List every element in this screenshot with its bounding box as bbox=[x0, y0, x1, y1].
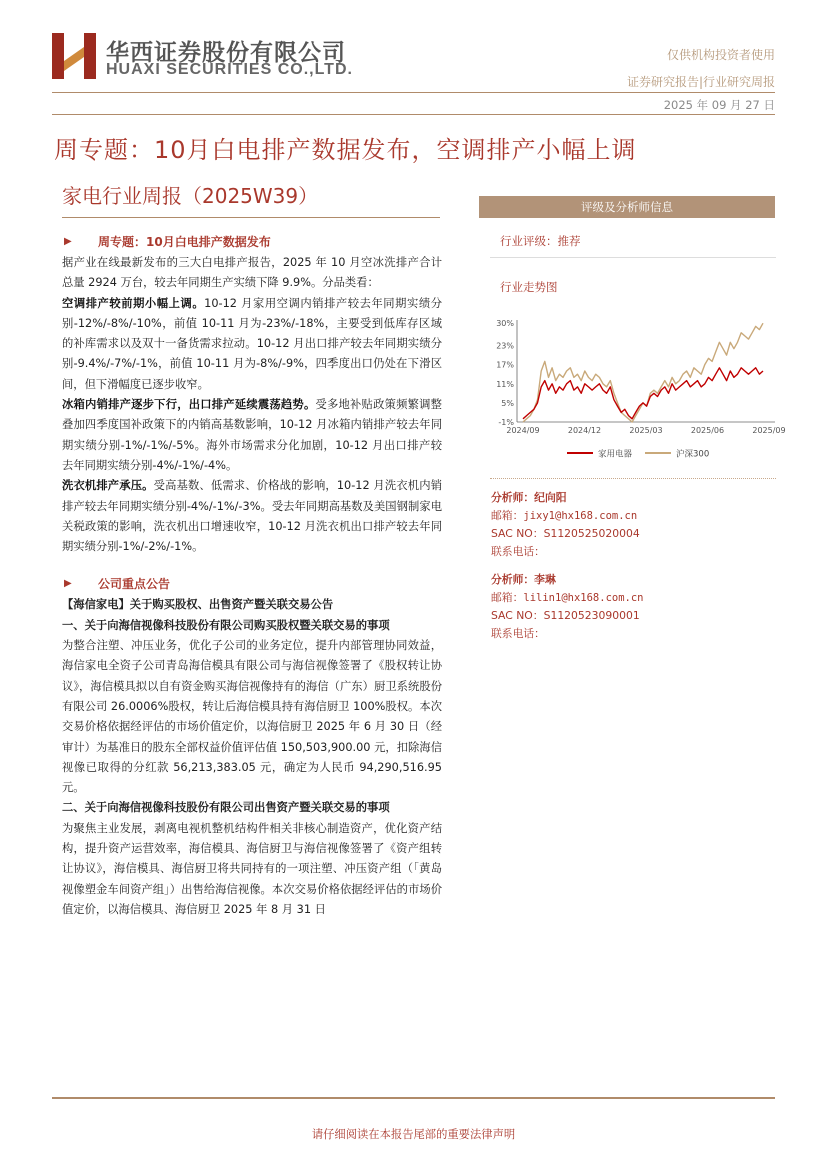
audience-note: 仅供机构投资者使用 bbox=[666, 48, 775, 62]
notice-title: 【海信家电】关于购买股权、出售资产暨关联交易公告 bbox=[62, 598, 334, 612]
triangle-bullet-icon: ▶ bbox=[64, 578, 72, 590]
subtitle-divider bbox=[62, 217, 440, 218]
x-tick-label: 2025/09 bbox=[752, 426, 786, 435]
fridge-text: 受多地补贴政策频繁调整叠加四季度国补政策下的内销高基数影响，10-12 月冰箱内销排产较去年同期实绩分别-1%/-1%/-5%。海外市场需求分化加剧，10-12 月出口排产较去年同期实绩分别-4%/-1%/-4%。 bbox=[62, 398, 442, 472]
topic-intro: 据产业在线最新发布的三大白电排产报告，2025 年 10 月空冰洗排产合计总量 2924 万台，较去年同期生产实绩下降 9.9%。分品类看： bbox=[62, 256, 442, 290]
huaxi-logo-icon bbox=[52, 33, 96, 79]
washer-text: 受高基数、低需求、价格战的影响，10-12 月洗衣机内销排产较去年同期实绩分别-4%/-1%/-3%。受去年同期高基数及美国钢制家电关税政策的影响，洗衣机出口增速收窄，10-12 月洗衣机出口排产较去年同期实绩分别-1%/-2%/-1%。 bbox=[62, 479, 442, 554]
analyst-card-1 bbox=[491, 489, 640, 561]
x-tick-label: 2025/06 bbox=[690, 426, 725, 435]
triangle-bullet-icon: ▶ bbox=[64, 236, 72, 247]
x-tick-label: 2025/03 bbox=[629, 426, 663, 435]
item1-text: 为整合注塑、冲压业务，优化子公司的业务定位，提升内部管理协同效益，海信家电全资子公司青岛海信模具有限公司与海信视像签署了《股权转让协议》，海信模具拟以自有资金购买海信视像持有的海信（广东）厨卫系统股份有限公司 26.0006%股权，转让后海信模具持有海信厨卫 100%股权。本次交易价格依据经评估的市场价值定价，以海信厨卫 2025 年 6 月 30 日（经审计）为基准日的股东全部权益价值评估值 150,503,900.00 元，扣除海信视像已取得的分红款 56,213,383.05 元，确定为人民币 94,290,516.95 元。 bbox=[62, 639, 442, 795]
analyst-phone: 联系电话： bbox=[491, 627, 545, 641]
legend-label: 家用电器 bbox=[598, 449, 633, 460]
report-date: 2025 年 09 月 27 日 bbox=[663, 98, 775, 112]
analyst-email-row: 邮箱：lilin1@hx168.com.cn bbox=[491, 590, 644, 604]
ac-paragraph bbox=[62, 294, 442, 395]
legend-label: 沪深300 bbox=[676, 449, 710, 460]
y-tick-label: -1% bbox=[498, 418, 514, 427]
analyst-sac: S1120523090001 bbox=[543, 609, 640, 623]
x-tick-label: 2024/12 bbox=[567, 426, 602, 435]
analyst-email[interactable]: lilin1@hx168.com.cn bbox=[523, 591, 644, 604]
ac-text: 10-12 月家用空调内销排产较去年同期实绩分别-12%/-8%/-10%，前值 10-11 月为-23%/-18%，主要受到低库存区域的补库需求以及双十一备货需求拉动。10-12 月出口排产较去年同期实绩分别-9.4%/-7%/-1%，前值 10-11 月为-8%/-9%，四季度出口仍处在下滑区间，但下滑幅度已逐步收窄。 bbox=[62, 296, 442, 391]
section-heading-announcements: ▶ 公司重点公告 bbox=[62, 574, 442, 595]
industry-trend-chart bbox=[487, 300, 786, 470]
analyst-email-row: 邮箱：jixy1@hx168.com.cn bbox=[491, 508, 638, 522]
washer-paragraph bbox=[62, 476, 442, 557]
company-name-en: HUAXI SECURITIES CO.,LTD. bbox=[106, 61, 353, 78]
washer-lead: 洗衣机排产承压。 bbox=[62, 479, 154, 493]
main-content bbox=[62, 232, 442, 920]
report-title: 周专题：10月白电排产数据发布，空调排产小幅上调 bbox=[54, 136, 637, 164]
y-tick-label: 11% bbox=[496, 379, 514, 389]
report-type: 证券研究报告|行业研究周报 bbox=[626, 75, 775, 89]
analyst-phone: 联系电话： bbox=[491, 545, 545, 559]
fridge-lead: 冰箱内销排产逐步下行，出口排产延续震荡趋势。 bbox=[62, 398, 316, 412]
analyst-card-2 bbox=[491, 571, 644, 643]
analyst-email[interactable]: jixy1@hx168.com.cn bbox=[523, 509, 638, 522]
header-divider bbox=[52, 92, 775, 93]
footer-divider bbox=[52, 1097, 775, 1099]
rating-analyst-header: 评级及分析师信息 bbox=[479, 196, 775, 218]
analyst-name: 分析师：纪向阳 bbox=[491, 491, 567, 504]
analyst-name: 分析师：李琳 bbox=[491, 573, 556, 586]
report-subtitle: 家电行业周报（2025W39） bbox=[62, 184, 319, 208]
industry-rating: 行业评级：推荐 bbox=[500, 234, 581, 248]
section-heading-weekly-topic: ▶ 周专题：10月白电排产数据发布 bbox=[62, 232, 442, 253]
x-tick-label: 2024/09 bbox=[506, 426, 540, 435]
item1-title: 一、关于向海信视像科技股份有限公司购买股权暨关联交易的事项 bbox=[62, 618, 390, 632]
item2-title: 二、关于向海信视像科技股份有限公司出售资产暨关联交易的事项 bbox=[62, 801, 390, 815]
fridge-paragraph bbox=[62, 395, 442, 476]
y-tick-label: 30% bbox=[496, 319, 514, 329]
analyst-sac-row: SAC NO：S1120525020004 bbox=[491, 527, 640, 541]
series-line-沪深300 bbox=[523, 323, 763, 422]
company-name-cn: 华西证券股份有限公司 bbox=[106, 40, 346, 66]
y-tick-label: 17% bbox=[496, 360, 514, 370]
header-divider bbox=[52, 114, 775, 115]
y-tick-label: 23% bbox=[496, 341, 514, 351]
rating-divider bbox=[490, 257, 776, 258]
ac-lead: 空调排产较前期小幅上调。 bbox=[62, 296, 205, 310]
legal-disclaimer-link[interactable]: 请仔细阅读在本报告尾部的重要法律声明 bbox=[311, 1128, 516, 1141]
trend-chart-title: 行业走势图 bbox=[500, 280, 558, 294]
analyst-sac-row: SAC NO：S1120523090001 bbox=[491, 609, 640, 623]
analyst-sac: S1120525020004 bbox=[543, 527, 640, 541]
item2-text: 为聚焦主业发展，剥离电视机整机结构件相关非核心制造资产，优化资产结构，提升资产运营效率，海信模具、海信厨卫与海信视像签署了《资产组转让协议》，海信模具、海信厨卫将共同持有的一项注塑、冲压资产组（「黄岛视像塑金车间资产组」）出售给海信视像。本次交易价格依据经评估的市场价值定价，以海信模具、海信厨卫 2025 年 8 月 31 日 bbox=[62, 821, 442, 916]
y-tick-label: 5% bbox=[501, 398, 514, 408]
analyst-divider bbox=[490, 478, 776, 479]
